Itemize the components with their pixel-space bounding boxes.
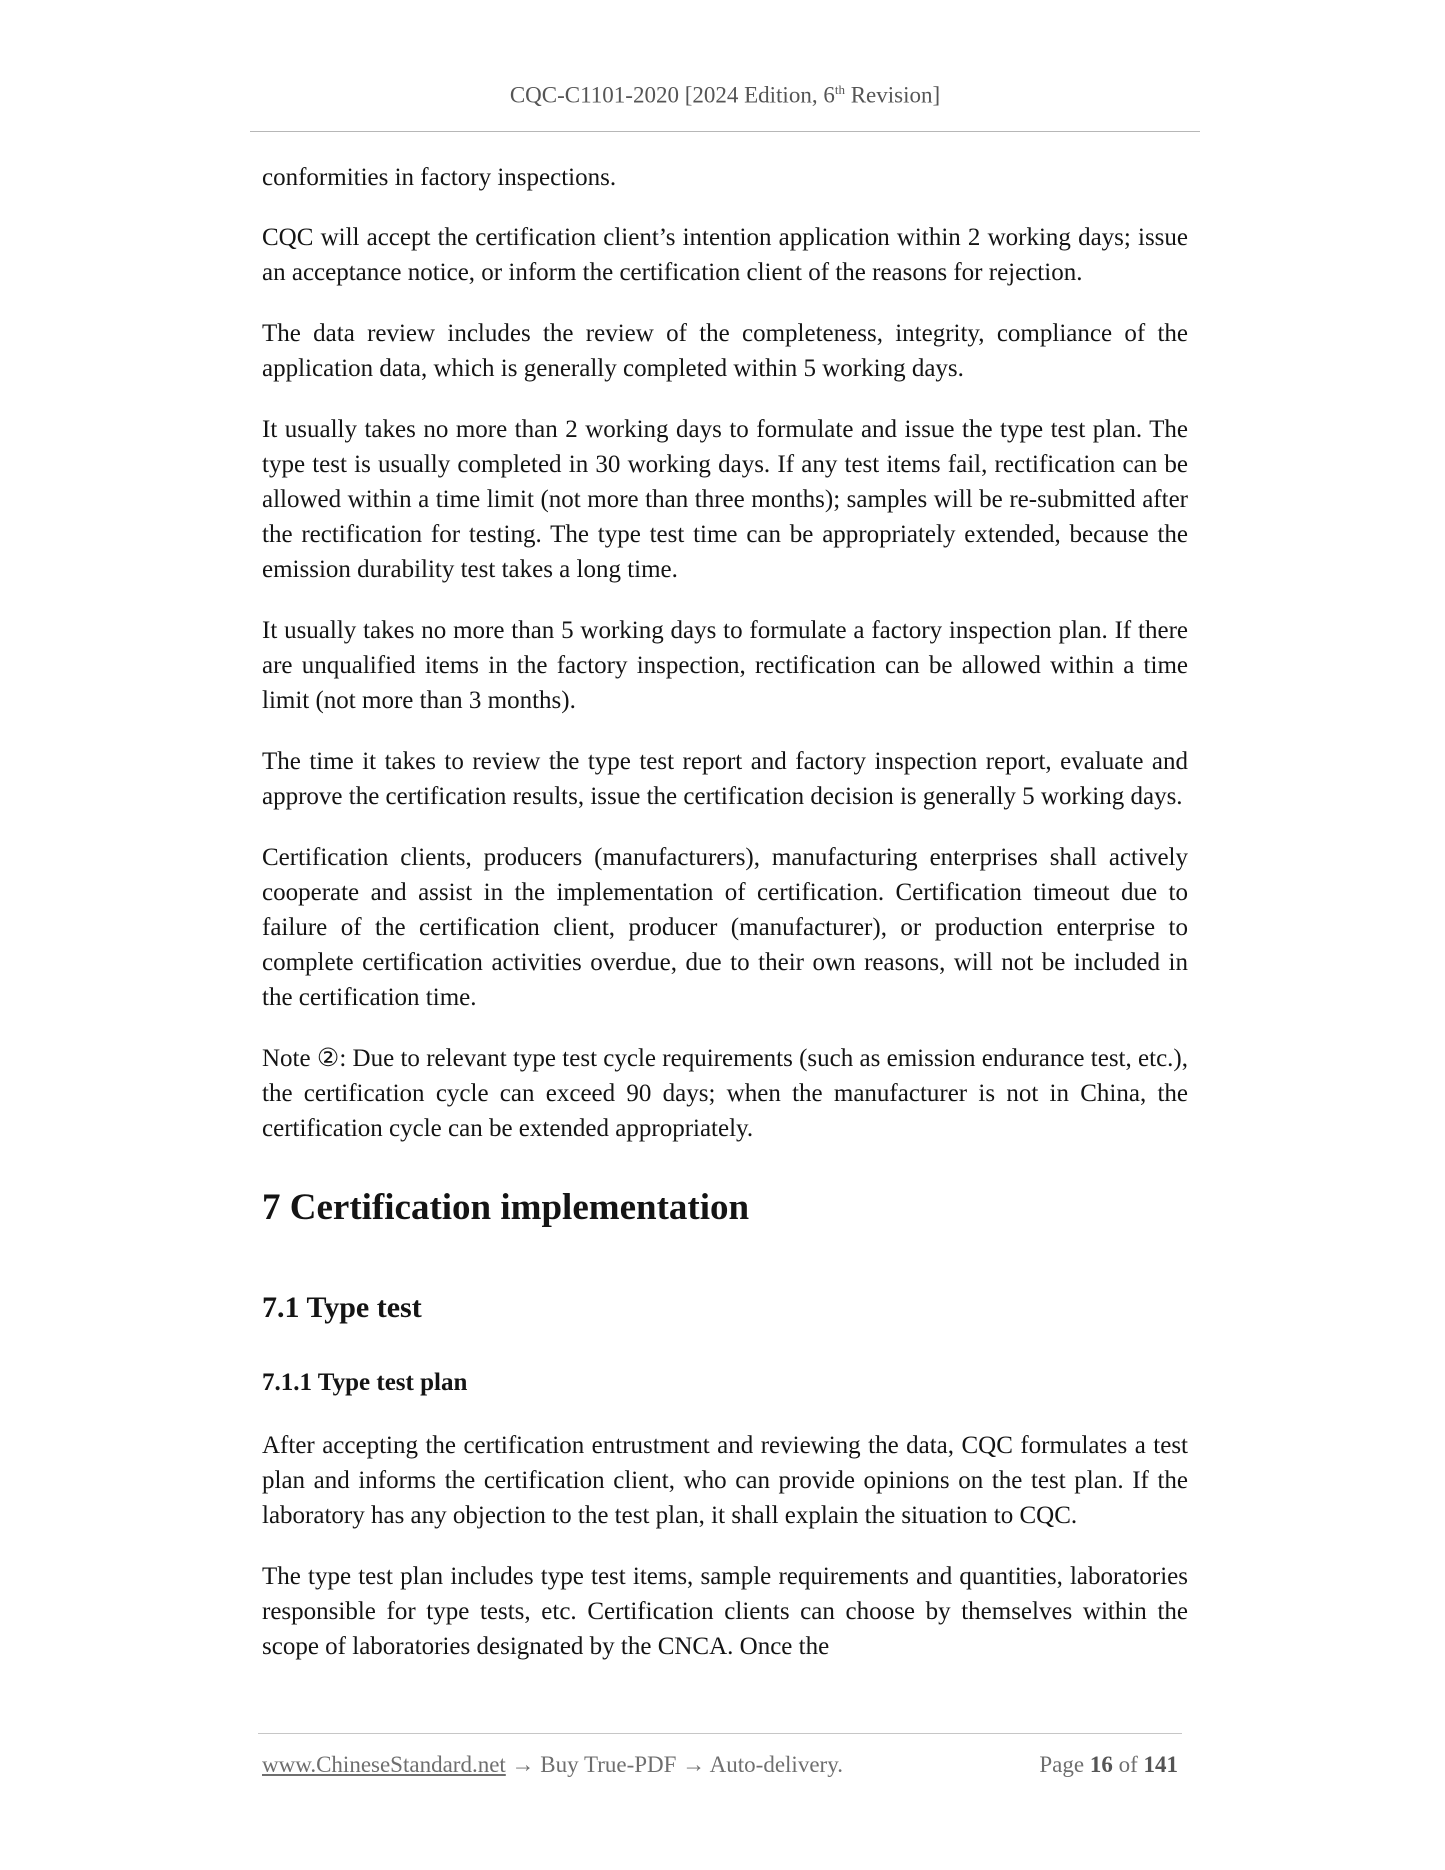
- page-current: 16: [1089, 1752, 1113, 1777]
- note-paragraph: Note ②: Due to relevant type test cycle requirements (such as emission endurance test, etc.), the certification cycle can exceed 90 days; when the manufacturer is not in China, the certification cycle can be extended appropriately.: [262, 1045, 1188, 1142]
- buy-true-pdf-text: Buy True-PDF: [540, 1752, 677, 1777]
- paragraph-6: The time it takes to review the type test report and factory inspection report, evaluate and approve the certification results, issue the certification decision is generally 5 working days.: [262, 748, 1188, 810]
- header-title-prefix: CQC-C1101-2020 [2024 Edition, 6: [509, 82, 835, 108]
- header-title-suffix: Revision]: [844, 82, 941, 108]
- page-label: Page: [1039, 1752, 1085, 1777]
- paragraph-9: After accepting the certification entrustment and reviewing the data, CQC formulates a test plan and informs the certification client, who can provide opinions on the test plan. If the laboratory has any objection to the test plan, it shall explain the situation to CQC.: [262, 1432, 1188, 1529]
- chinesestandard-link[interactable]: www.ChineseStandard.net: [262, 1752, 506, 1777]
- paragraph-1: conformities in factory inspections.: [262, 164, 617, 191]
- page-total: 141: [1143, 1752, 1178, 1777]
- document-body: [262, 160, 1188, 1690]
- of-label: of: [1118, 1752, 1138, 1777]
- arrow-right-icon: →: [511, 1752, 535, 1777]
- paragraph-2: CQC will accept the certification client’s intention application within 2 working days; issue an acceptance notice, or inform the certification client of the reasons for rejection.: [262, 224, 1188, 286]
- header-title-sup: th: [834, 82, 845, 97]
- subsection-heading-7-1: 7.1 Type test: [262, 1291, 422, 1324]
- paragraph-7: Certification clients, producers (manufacturers), manufacturing enterprises shall actively cooperate and assist in the implementation of certification. Certification timeout due to failure of the certification client, producer (manufacturer), or production enterprise to complete certification activities overdue, due to their own reasons, will not be included in the certification time.: [262, 844, 1188, 1011]
- subsubsection-heading-7-1-1: 7.1.1 Type test plan: [262, 1369, 468, 1396]
- auto-delivery-text: Auto-delivery.: [709, 1752, 843, 1777]
- paragraph-5: It usually takes no more than 5 working days to formulate a factory inspection plan. If there are unqualified items in the factory inspection, rectification can be allowed within a time limit (not more than 3 months).: [262, 617, 1188, 714]
- paragraph-4: It usually takes no more than 2 working days to formulate and issue the type test plan. The type test is usually completed in 30 working days. If any test items fail, rectification can be allowed within a time limit (not more than three months); samples will be re-submitted after the rectification for testing. The type test time can be appropriately extended, because the emission durability test takes a long time.: [262, 416, 1188, 583]
- page-number: [1039, 1752, 1178, 1778]
- paragraph-3: The data review includes the review of the completeness, integrity, compliance of the application data, which is generally completed within 5 working days.: [262, 320, 1188, 382]
- footer-left: [262, 1752, 843, 1778]
- page-header: [250, 82, 1200, 109]
- arrow-right-icon: →: [682, 1752, 706, 1777]
- header-divider: [250, 131, 1200, 132]
- paragraph-10: The type test plan includes type test items, sample requirements and quantities, laboratories responsible for type tests, etc. Certification clients can choose by themselves within the scope of laboratories designated by the CNCA. Once the: [262, 1563, 1188, 1660]
- footer-divider: [258, 1733, 1182, 1734]
- section-heading-7: 7 Certification implementation: [262, 1187, 750, 1228]
